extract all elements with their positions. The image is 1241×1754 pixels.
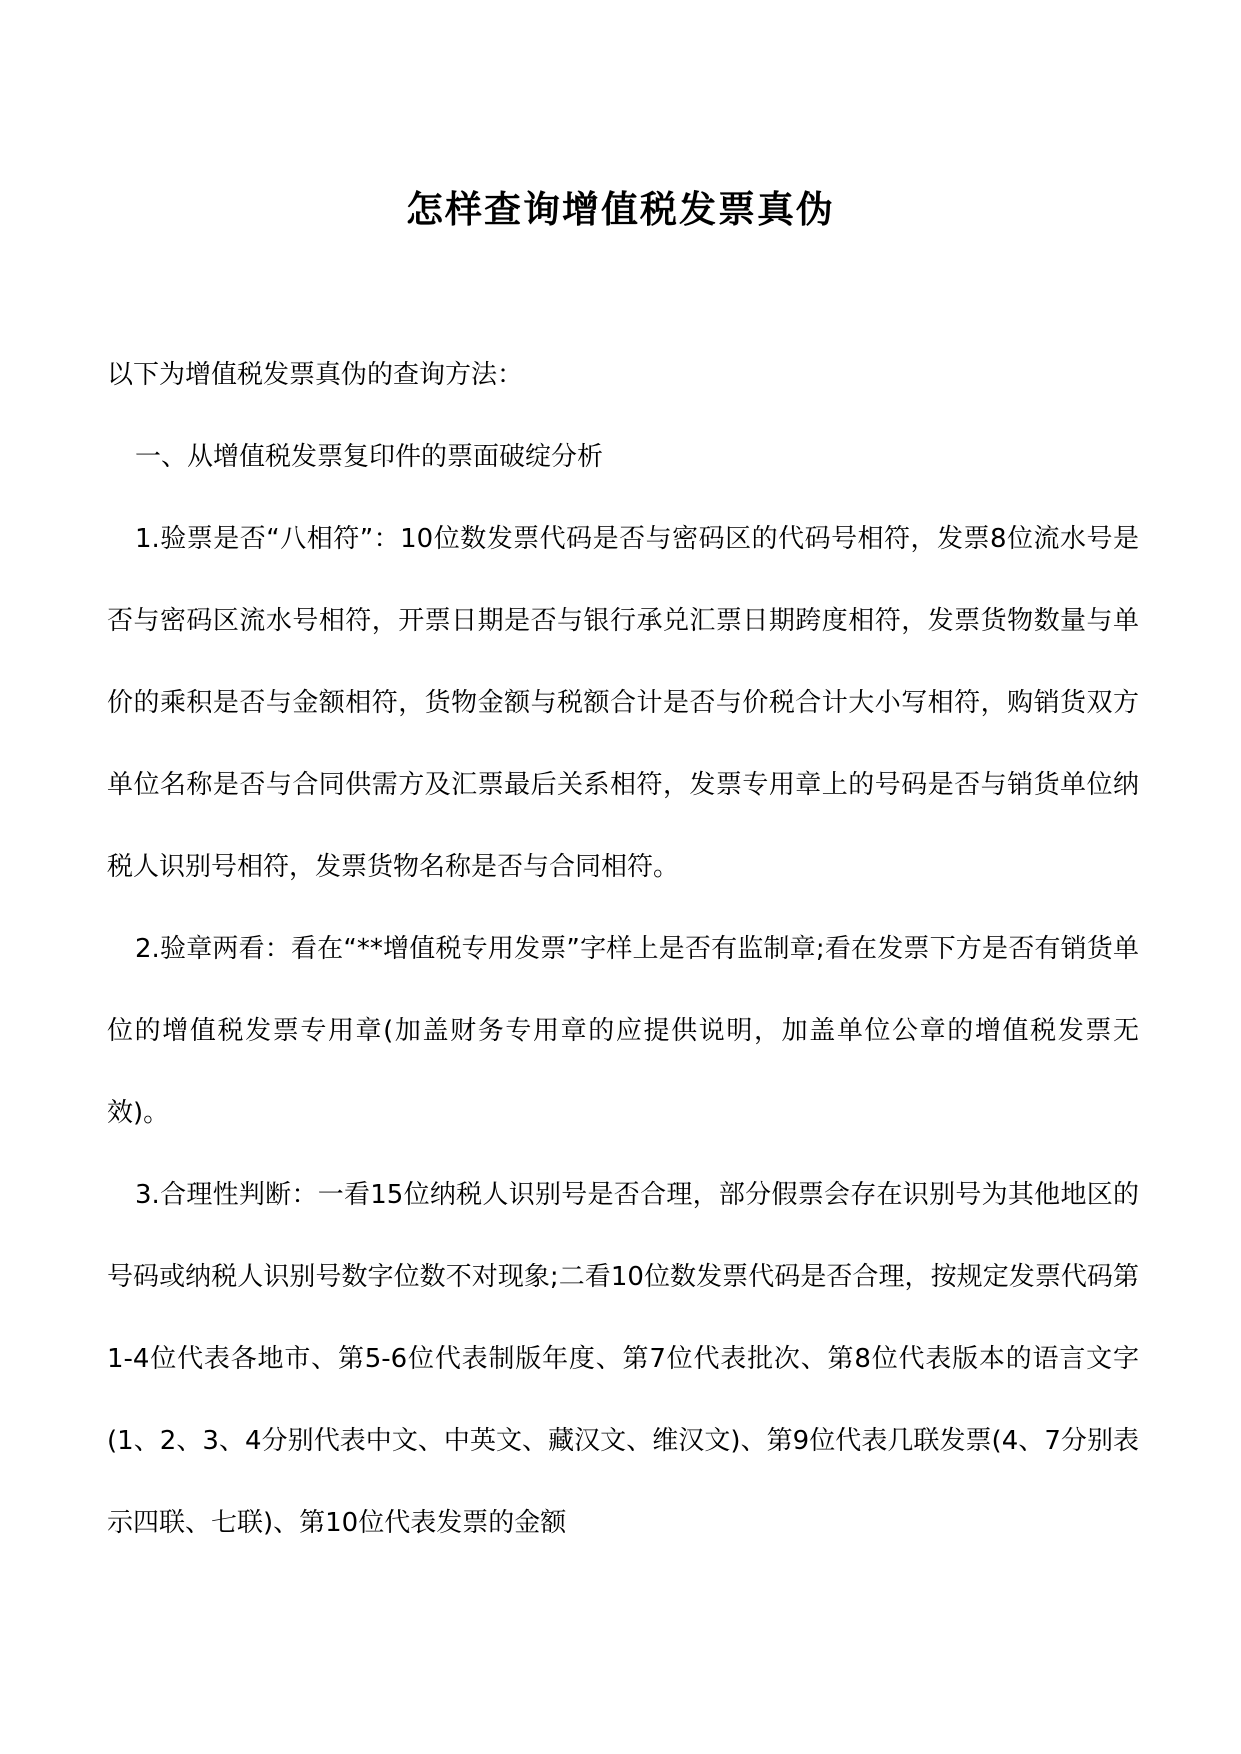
paragraph-item-2: 2.验章两看：看在“**增值税专用发票”字样上是否有监制章;看在发票下方是否有销货单位的增值税发票专用章(加盖财务专用章的应提供说明，加盖单位公章的增值税发票无效)。 — [107, 934, 1139, 1128]
section-heading: 一、从增值税发票复印件的票面破绽分析 — [135, 442, 604, 472]
paragraph-item-3: 3.合理性判断：一看15位纳税人识别号是否合理，部分假票会存在识别号为其他地区的号码或纳税人识别号数字位数不对现象;二看10位数发票代码是否合理，按规定发票代码第1-4位代表各地市、第5-6位代表制版年度、第7位代表批次、第8位代表版本的语言文字(1、2、3、4分别代表中文、中英文、藏汉文、维汉文)、第9位代表几联发票(4、7分别表示四联、七联)、第10位代表发票的金额 — [107, 1180, 1139, 1538]
document-body — [107, 334, 1139, 1564]
intro-paragraph: 以下为增值税发票真伪的查询方法： — [107, 360, 524, 390]
document-title: 怎样查询增值税发票真伪 — [406, 186, 835, 231]
paragraph-item-1: 1.验票是否“八相符”：10位数发票代码是否与密码区的代码号相符，发票8位流水号是否与密码区流水号相符，开票日期是否与银行承兑汇票日期跨度相符，发票货物数量与单价的乘积是否与金额相符，货物金额与税额合计是否与价税合计大小写相符，购销货双方单位名称是否与合同供需方及汇票最后关系相符，发票专用章上的号码是否与销货单位纳税人识别号相符，发票货物名称是否与合同相符。 — [107, 524, 1139, 882]
